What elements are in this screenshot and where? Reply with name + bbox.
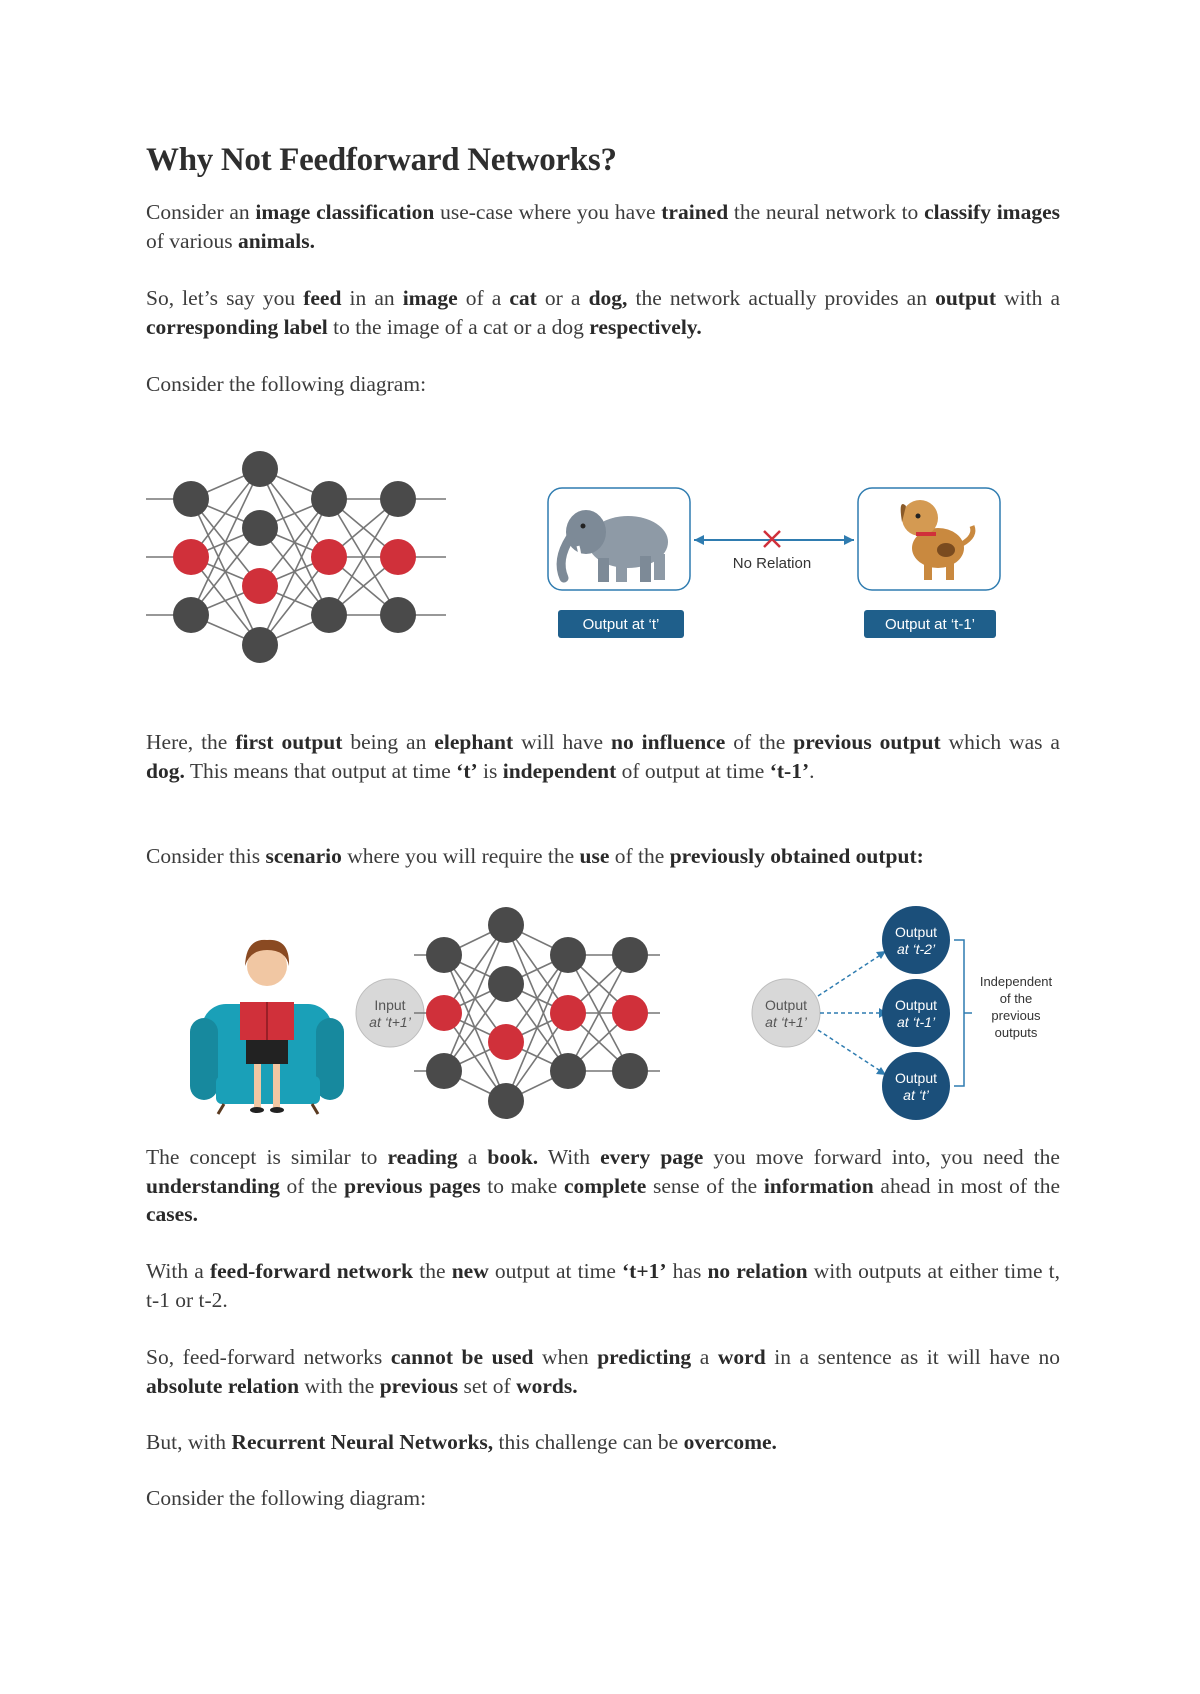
text-run: elephant — [434, 730, 514, 754]
text-run: when — [533, 1345, 598, 1369]
text-run: This means that output at time — [184, 758, 457, 783]
svg-text:Output: Output — [894, 997, 938, 1013]
network-node — [550, 1053, 586, 1089]
text-run: has — [666, 1259, 708, 1283]
output-t-node — [882, 1052, 950, 1120]
network-node — [612, 937, 648, 973]
network-node-red — [242, 568, 278, 604]
network-node — [311, 597, 347, 633]
text-run: of the — [609, 844, 670, 868]
text-run: image — [402, 286, 458, 310]
text-run: complete — [563, 1173, 647, 1198]
network-node — [426, 1053, 462, 1089]
text-run: previous — [379, 1373, 459, 1398]
text-run: new — [451, 1259, 489, 1283]
text-run: of various — [146, 228, 238, 253]
independent-label-4: outputs — [994, 1025, 1038, 1040]
svg-text:at ‘t-1’: at ‘t-1’ — [896, 1014, 936, 1030]
figure-reading-analogy — [146, 900, 1060, 1130]
text-run: image classification — [255, 200, 435, 224]
text-run: cannot be used — [390, 1345, 534, 1369]
text-run: use — [579, 844, 610, 868]
text-run: being an — [342, 730, 435, 754]
paragraph-rnn-overcome — [146, 1428, 1060, 1457]
dashed-arrows — [818, 951, 887, 1075]
text-run: cases. — [146, 1202, 198, 1226]
network-node-red — [550, 995, 586, 1031]
text-run: ‘t-1’ — [769, 758, 810, 783]
text-run: with a — [996, 286, 1060, 310]
network-node — [380, 597, 416, 633]
text-run: feed — [303, 286, 342, 310]
text-run: But, with — [146, 1430, 232, 1454]
text-run: previously obtained output: — [669, 844, 924, 868]
text-run: word — [717, 1345, 766, 1369]
text-run: sense of the — [646, 1173, 764, 1198]
input-node — [356, 979, 424, 1047]
paragraph-reading-analogy — [146, 1143, 1060, 1229]
paragraph-cannot-be-used — [146, 1343, 1060, 1400]
text-run: Consider an — [146, 200, 256, 224]
network-node — [488, 1083, 524, 1119]
text-run: of a — [457, 286, 510, 310]
output-t-minus-1-node — [882, 979, 950, 1047]
network-node-red — [380, 539, 416, 575]
text-run: output — [935, 286, 997, 310]
network-node — [242, 627, 278, 663]
text-run: corresponding label — [146, 314, 328, 339]
text-run: words. — [516, 1373, 578, 1398]
text-run: With a — [146, 1259, 210, 1283]
network-node — [173, 597, 209, 633]
paragraph-elephant-independence — [146, 728, 1060, 785]
text-run: understanding — [146, 1173, 280, 1198]
text-run: the — [413, 1259, 452, 1283]
svg-text:at ‘t’: at ‘t’ — [903, 1087, 929, 1103]
text-run: dog, — [588, 286, 628, 310]
text-run: trained — [661, 200, 729, 224]
text-run: of the — [725, 730, 794, 754]
text-run: ‘t+1’ — [622, 1259, 667, 1283]
text-run: a — [457, 1145, 488, 1169]
text-run: with outputs at either time t, t-1 or t-2. — [146, 1259, 1061, 1312]
output-t-minus-2-node — [882, 906, 950, 974]
text-run: animals. — [237, 228, 316, 253]
text-run: where you will require the — [341, 844, 580, 868]
network-node — [242, 451, 278, 487]
svg-text:Output: Output — [894, 924, 938, 940]
text-run: of the — [279, 1173, 345, 1198]
paragraph-consider-diagram-1 — [146, 370, 1060, 399]
text-run: ‘t’ — [456, 758, 478, 783]
text-run: to make — [480, 1173, 564, 1198]
text-run: predicting — [597, 1345, 692, 1369]
independent-label-1: Independent — [979, 974, 1053, 989]
text-run: no influence — [611, 730, 726, 754]
text-run: with the — [299, 1373, 380, 1398]
network-node-red — [426, 995, 462, 1031]
text-run: a — [691, 1345, 718, 1369]
independent-label-2: of the — [999, 991, 1033, 1006]
text-run: dog. — [146, 758, 185, 783]
text-run: So, feed-forward networks — [146, 1345, 391, 1369]
text-run: ahead in most of the — [873, 1173, 1060, 1198]
network-node-red — [173, 539, 209, 575]
text-run: So, let’s say you — [146, 286, 304, 310]
network-node — [311, 481, 347, 517]
output-t-minus-1-label: Output at ‘t-1’ — [884, 616, 976, 633]
text-run: Consider the following diagram: — [146, 1486, 427, 1510]
paragraph-image-classification — [146, 198, 1060, 255]
text-run: feed-forward network — [209, 1259, 414, 1283]
text-run: you move forward into, you need the — [703, 1145, 1060, 1169]
independent-bracket — [954, 940, 964, 1086]
network-node-red — [311, 539, 347, 575]
paragraph-consider-diagram-2 — [146, 1484, 1060, 1513]
network-node — [612, 1053, 648, 1089]
text-run: the network actually provides an — [627, 286, 936, 310]
network-node — [488, 966, 524, 1002]
text-run: this challenge can be — [493, 1430, 684, 1454]
text-run: respectively. — [589, 314, 702, 339]
text-run: set of — [458, 1373, 517, 1398]
text-run: overcome. — [683, 1430, 777, 1454]
text-run: Here, the — [146, 730, 236, 754]
text-run: With — [538, 1145, 601, 1169]
network-node — [550, 937, 586, 973]
network-node — [380, 481, 416, 517]
svg-text:Output: Output — [764, 997, 808, 1013]
no-relation-label: No Relation — [732, 555, 812, 572]
text-run: independent — [502, 758, 617, 783]
text-run: every page — [600, 1145, 704, 1169]
independent-label-3: previous — [991, 1008, 1041, 1023]
paragraph-scenario — [146, 842, 1060, 871]
text-run: first output — [235, 730, 343, 754]
text-run: classify images — [924, 200, 1060, 224]
svg-text:at ‘t+1’: at ‘t+1’ — [369, 1014, 411, 1030]
page-title: Why Not Feedforward Networks? — [146, 142, 617, 178]
text-run: cat — [509, 286, 537, 310]
text-run: The concept is similar to — [146, 1145, 388, 1169]
output-t-label: Output at ‘t’ — [582, 616, 660, 633]
network-node — [488, 907, 524, 943]
text-run: no relation — [707, 1259, 808, 1283]
text-run: scenario — [265, 844, 342, 868]
neural-network-diagram — [146, 451, 446, 663]
text-run: previous output — [793, 730, 941, 754]
paragraph-no-relation — [146, 1257, 1060, 1314]
svg-text:Output: Output — [894, 1070, 938, 1086]
text-run: Consider this — [146, 844, 266, 868]
output-node-t-plus-1 — [752, 979, 820, 1047]
text-run: output at time — [488, 1259, 623, 1283]
text-run: the neural network to — [728, 200, 925, 224]
figure-feedforward-no-relation — [146, 440, 1060, 690]
text-run: in an — [341, 286, 403, 310]
network-node-red — [488, 1024, 524, 1060]
network-node-red — [612, 995, 648, 1031]
text-run: absolute relation — [146, 1373, 300, 1398]
text-run: in a sentence as it will have no — [765, 1345, 1060, 1369]
text-run: to the image of a cat or a dog — [327, 314, 590, 339]
network-node — [173, 481, 209, 517]
text-run: information — [763, 1173, 874, 1198]
paragraph-cat-dog-output — [146, 284, 1060, 341]
text-run: is — [477, 758, 503, 783]
text-run: previous pages — [344, 1173, 481, 1198]
text-run: reading — [387, 1145, 458, 1169]
svg-text:Input: Input — [374, 997, 406, 1013]
text-run: which was a — [940, 730, 1060, 754]
svg-text:at ‘t-2’: at ‘t-2’ — [896, 941, 936, 957]
text-run: use-case where you have — [434, 200, 662, 224]
text-run: or a — [536, 286, 589, 310]
text-run: book. — [487, 1145, 539, 1169]
network-node — [242, 510, 278, 546]
text-run: Recurrent Neural Networks, — [231, 1430, 494, 1454]
text-run: . — [809, 758, 815, 783]
text-run: will have — [513, 730, 611, 754]
network-node — [426, 937, 462, 973]
svg-text:at ‘t+1’: at ‘t+1’ — [765, 1014, 807, 1030]
reading-woman-illustration — [190, 940, 344, 1114]
text-run: Consider the following diagram: — [146, 372, 427, 396]
neural-network-diagram-2 — [414, 907, 660, 1119]
text-run: of output at time — [616, 758, 770, 783]
